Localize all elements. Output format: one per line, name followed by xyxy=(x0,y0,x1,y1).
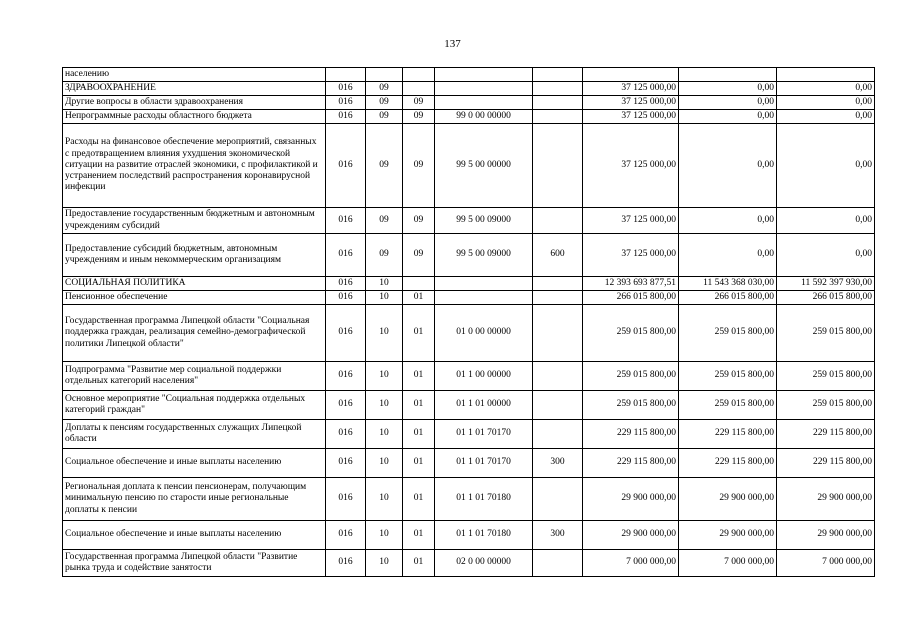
target-article-code: 02 0 00 00000 xyxy=(435,550,533,577)
amount-2022: 259 015 800,00 xyxy=(583,362,679,391)
amount-2023: 29 900 000,00 xyxy=(679,478,777,521)
section-code: 10 xyxy=(366,420,403,449)
grbs-code: 016 xyxy=(326,362,366,391)
row-name: Непрограммные расходы областного бюджета xyxy=(63,110,326,124)
table-row xyxy=(63,277,875,291)
subsection-code: 01 xyxy=(403,362,435,391)
row-name: Государственная программа Липецкой области "Социальная поддержка граждан, реализация семейно-демографической политики Липецкой области" xyxy=(63,305,326,362)
target-article-code xyxy=(435,68,533,82)
amount-2022: 266 015 800,00 xyxy=(583,291,679,305)
amount-2024: 266 015 800,00 xyxy=(777,291,875,305)
section-code: 10 xyxy=(366,291,403,305)
amount-2022: 29 900 000,00 xyxy=(583,478,679,521)
section-code: 10 xyxy=(366,449,403,478)
subsection-code: 01 xyxy=(403,420,435,449)
row-name: Предоставление государственным бюджетным и автономным учреждениям субсидий xyxy=(63,208,326,234)
amount-2024: 259 015 800,00 xyxy=(777,305,875,362)
amount-2024: 0,00 xyxy=(777,110,875,124)
amount-2023: 229 115 800,00 xyxy=(679,420,777,449)
subsection-code: 09 xyxy=(403,124,435,208)
amount-2022: 37 125 000,00 xyxy=(583,96,679,110)
amount-2023: 7 000 000,00 xyxy=(679,550,777,577)
table-row xyxy=(63,82,875,96)
page-number: 137 xyxy=(444,38,461,50)
expense-type-code xyxy=(533,68,583,82)
target-article-code xyxy=(435,82,533,96)
row-name: Основное мероприятие "Социальная поддержка отдельных категорий граждан" xyxy=(63,391,326,420)
target-article-code xyxy=(435,96,533,110)
row-name: Подпрограмма "Развитие мер социальной поддержки отдельных категорий населения" xyxy=(63,362,326,391)
section-code: 09 xyxy=(366,124,403,208)
subsection-code: 01 xyxy=(403,305,435,362)
target-article-code: 01 1 01 70180 xyxy=(435,521,533,550)
subsection-code: 09 xyxy=(403,110,435,124)
target-article-code: 01 1 01 00000 xyxy=(435,391,533,420)
amount-2024: 11 592 397 930,00 xyxy=(777,277,875,291)
section-code: 10 xyxy=(366,277,403,291)
expense-type-code xyxy=(533,391,583,420)
amount-2024: 0,00 xyxy=(777,234,875,277)
amount-2023: 229 115 800,00 xyxy=(679,449,777,478)
grbs-code: 016 xyxy=(326,277,366,291)
row-name: Социальное обеспечение и иные выплаты населению xyxy=(63,521,326,550)
target-article-code: 99 5 00 09000 xyxy=(435,234,533,277)
amount-2024: 259 015 800,00 xyxy=(777,391,875,420)
table-row xyxy=(63,110,875,124)
amount-2022: 37 125 000,00 xyxy=(583,110,679,124)
table-row xyxy=(63,305,875,362)
grbs-code: 016 xyxy=(326,291,366,305)
section-code: 09 xyxy=(366,82,403,96)
section-code xyxy=(366,68,403,82)
target-article-code: 01 1 01 70180 xyxy=(435,478,533,521)
section-code: 09 xyxy=(366,208,403,234)
subsection-code: 09 xyxy=(403,208,435,234)
grbs-code: 016 xyxy=(326,82,366,96)
amount-2024: 0,00 xyxy=(777,82,875,96)
amount-2023: 11 543 368 030,00 xyxy=(679,277,777,291)
section-code: 10 xyxy=(366,550,403,577)
table-row xyxy=(63,391,875,420)
amount-2022: 37 125 000,00 xyxy=(583,234,679,277)
section-code: 10 xyxy=(366,391,403,420)
expense-type-code: 600 xyxy=(533,234,583,277)
target-article-code: 99 0 00 00000 xyxy=(435,110,533,124)
amount-2024: 29 900 000,00 xyxy=(777,478,875,521)
grbs-code: 016 xyxy=(326,110,366,124)
subsection-code xyxy=(403,277,435,291)
table-row xyxy=(63,234,875,277)
table-row xyxy=(63,521,875,550)
grbs-code: 016 xyxy=(326,478,366,521)
row-name: Региональная доплата к пенсии пенсионерам, получающим минимальную пенсию по старости иные региональные доплаты к пенсии xyxy=(63,478,326,521)
grbs-code: 016 xyxy=(326,305,366,362)
expense-type-code xyxy=(533,110,583,124)
grbs-code: 016 xyxy=(326,420,366,449)
section-code: 10 xyxy=(366,521,403,550)
table-row xyxy=(63,291,875,305)
table-row xyxy=(63,550,875,577)
subsection-code: 01 xyxy=(403,291,435,305)
amount-2024: 0,00 xyxy=(777,208,875,234)
amount-2024: 29 900 000,00 xyxy=(777,521,875,550)
amount-2023: 0,00 xyxy=(679,96,777,110)
amount-2023: 0,00 xyxy=(679,82,777,96)
section-code: 10 xyxy=(366,362,403,391)
amount-2024: 7 000 000,00 xyxy=(777,550,875,577)
amount-2024: 259 015 800,00 xyxy=(777,362,875,391)
grbs-code: 016 xyxy=(326,550,366,577)
grbs-code: 016 xyxy=(326,449,366,478)
row-name: населению xyxy=(63,68,326,82)
amount-2023: 259 015 800,00 xyxy=(679,362,777,391)
section-code: 09 xyxy=(366,110,403,124)
section-code: 10 xyxy=(366,478,403,521)
section-code: 09 xyxy=(366,234,403,277)
expense-type-code xyxy=(533,124,583,208)
grbs-code xyxy=(326,68,366,82)
row-name: Доплаты к пенсиям государственных служащих Липецкой области xyxy=(63,420,326,449)
target-article-code xyxy=(435,291,533,305)
row-name: СОЦИАЛЬНАЯ ПОЛИТИКА xyxy=(63,277,326,291)
expense-type-code: 300 xyxy=(533,521,583,550)
amount-2022: 29 900 000,00 xyxy=(583,521,679,550)
amount-2022: 259 015 800,00 xyxy=(583,305,679,362)
expense-type-code xyxy=(533,291,583,305)
amount-2023: 0,00 xyxy=(679,124,777,208)
amount-2022 xyxy=(583,68,679,82)
expense-type-code xyxy=(533,420,583,449)
expense-type-code xyxy=(533,277,583,291)
target-article-code: 99 5 00 09000 xyxy=(435,208,533,234)
table-row xyxy=(63,420,875,449)
table-row xyxy=(63,124,875,208)
subsection-code: 01 xyxy=(403,449,435,478)
amount-2022: 12 393 693 877,51 xyxy=(583,277,679,291)
amount-2023: 259 015 800,00 xyxy=(679,391,777,420)
subsection-code: 01 xyxy=(403,521,435,550)
section-code: 10 xyxy=(366,305,403,362)
budget-table-body xyxy=(63,68,875,577)
expense-type-code xyxy=(533,208,583,234)
row-name: ЗДРАВООХРАНЕНИЕ xyxy=(63,82,326,96)
amount-2022: 259 015 800,00 xyxy=(583,391,679,420)
grbs-code: 016 xyxy=(326,391,366,420)
amount-2022: 37 125 000,00 xyxy=(583,208,679,234)
expense-type-code xyxy=(533,96,583,110)
table-row xyxy=(63,478,875,521)
amount-2024 xyxy=(777,68,875,82)
subsection-code xyxy=(403,68,435,82)
row-name: Социальное обеспечение и иные выплаты населению xyxy=(63,449,326,478)
amount-2023 xyxy=(679,68,777,82)
expense-type-code xyxy=(533,82,583,96)
target-article-code: 01 1 01 70170 xyxy=(435,420,533,449)
amount-2023: 259 015 800,00 xyxy=(679,305,777,362)
amount-2024: 0,00 xyxy=(777,96,875,110)
subsection-code: 01 xyxy=(403,478,435,521)
grbs-code: 016 xyxy=(326,234,366,277)
table-row xyxy=(63,362,875,391)
target-article-code: 99 5 00 00000 xyxy=(435,124,533,208)
table-row xyxy=(63,68,875,82)
expense-type-code xyxy=(533,305,583,362)
budget-table xyxy=(62,67,875,577)
amount-2022: 229 115 800,00 xyxy=(583,449,679,478)
row-name: Расходы на финансовое обеспечение мероприятий, связанных с предотвращением влияния ухудшения экономической ситуации на развитие отраслей экономики, с профилактикой и устранением последствий распространения коронавирусной инфекции xyxy=(63,124,326,208)
subsection-code: 09 xyxy=(403,234,435,277)
expense-type-code xyxy=(533,362,583,391)
expense-type-code xyxy=(533,550,583,577)
target-article-code: 01 1 00 00000 xyxy=(435,362,533,391)
amount-2022: 37 125 000,00 xyxy=(583,82,679,96)
target-article-code: 01 0 00 00000 xyxy=(435,305,533,362)
expense-type-code xyxy=(533,478,583,521)
amount-2022: 7 000 000,00 xyxy=(583,550,679,577)
table-row xyxy=(63,449,875,478)
grbs-code: 016 xyxy=(326,124,366,208)
table-row xyxy=(63,208,875,234)
target-article-code xyxy=(435,277,533,291)
subsection-code: 09 xyxy=(403,96,435,110)
row-name: Пенсионное обеспечение xyxy=(63,291,326,305)
amount-2022: 37 125 000,00 xyxy=(583,124,679,208)
target-article-code: 01 1 01 70170 xyxy=(435,449,533,478)
amount-2023: 29 900 000,00 xyxy=(679,521,777,550)
amount-2024: 0,00 xyxy=(777,124,875,208)
amount-2022: 229 115 800,00 xyxy=(583,420,679,449)
amount-2023: 0,00 xyxy=(679,208,777,234)
grbs-code: 016 xyxy=(326,96,366,110)
subsection-code: 01 xyxy=(403,391,435,420)
table-row xyxy=(63,96,875,110)
expense-type-code: 300 xyxy=(533,449,583,478)
grbs-code: 016 xyxy=(326,208,366,234)
row-name: Предоставление субсидий бюджетным, автономным учреждениям и иным некоммерческим организациям xyxy=(63,234,326,277)
section-code: 09 xyxy=(366,96,403,110)
amount-2023: 266 015 800,00 xyxy=(679,291,777,305)
row-name: Государственная программа Липецкой области "Развитие рынка труда и содействие занятости xyxy=(63,550,326,577)
subsection-code xyxy=(403,82,435,96)
row-name: Другие вопросы в области здравоохранения xyxy=(63,96,326,110)
grbs-code: 016 xyxy=(326,521,366,550)
amount-2023: 0,00 xyxy=(679,234,777,277)
amount-2024: 229 115 800,00 xyxy=(777,449,875,478)
amount-2023: 0,00 xyxy=(679,110,777,124)
subsection-code: 01 xyxy=(403,550,435,577)
amount-2024: 229 115 800,00 xyxy=(777,420,875,449)
